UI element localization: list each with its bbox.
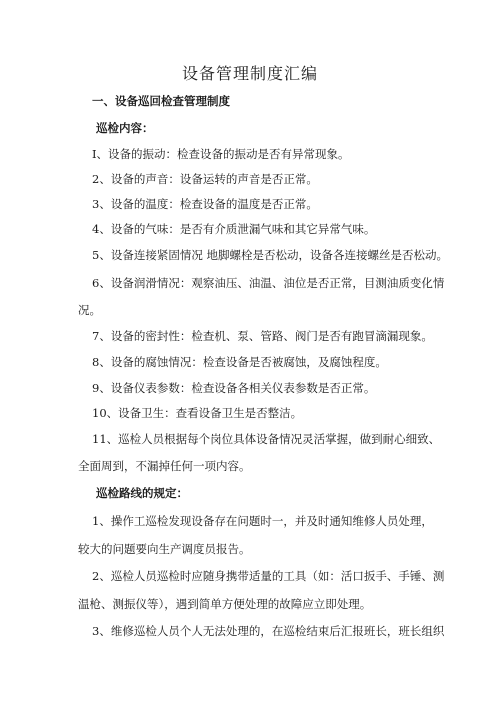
paragraph-line: I、设备的振动：检查设备的振动是否有异常现象。 [92, 147, 350, 161]
paragraph-line: 6、设备润滑情况：观察油压、油温、油位是否正常，目测油质变化情 [92, 276, 445, 290]
paragraph-line: 2、巡检人员巡检时应随身携带适量的工具（如：活口扳手、手锤、测 [92, 569, 445, 583]
paragraph-line: 10、设备卫生：查看设备卫生是否整洁。 [92, 406, 303, 420]
paragraph-line: 3、维修巡检人员个人无法处理的，在巡检结束后汇报班长，班长组织 [92, 624, 445, 638]
paragraph-line: 况。 [78, 303, 101, 317]
document-title: 设备管理制度汇编 [181, 64, 318, 83]
paragraph-line: 温枪、测振仪等），遇到简单方便处理的故障应立即处理。 [78, 597, 372, 611]
paragraph-line: 4、设备的气味：是否有介质泄漏气味和其它异常气味。 [92, 222, 376, 236]
paragraph-line: 5、设备连接紧固情况 地脚螺栓是否松动，设备各连接螺丝是否松动。 [92, 248, 448, 262]
paragraph-line: 全面周到，不漏掉任何一项内容。 [78, 459, 251, 473]
paragraph-line: 8、设备的腐蚀情况：检查设备是否被腐蚀，及腐蚀程度。 [92, 355, 387, 369]
paragraph-line: 1、操作工巡检发现设备存在问题时一，并及时通知维修人员处理， [92, 514, 433, 528]
paragraph-line: 2、设备的声音：设备运转的声音是否正常。 [92, 172, 318, 186]
paragraph-line: 较大的问题要向生产调度员报告。 [78, 542, 251, 556]
paragraph-line: 7、设备的密封性：检查机、泵、管路、阀门是否有跑冒滴漏现象。 [92, 329, 433, 343]
route-heading: 巡检路线的规定： [96, 486, 188, 500]
paragraph-line: 9、设备仪表参数：检查设备各相关仪表参数是否正常。 [92, 381, 376, 395]
section-heading: 一、设备巡回检查管理制度 [92, 94, 230, 108]
paragraph-line: 3、设备的温度：检查设备的温度是否正常。 [92, 197, 318, 211]
paragraph-line: 11、巡检人员根据每个岗位具体设备情况灵活掌握，做到耐心细致、 [92, 432, 441, 446]
inspection-content-heading: 巡检内容： [96, 121, 154, 135]
